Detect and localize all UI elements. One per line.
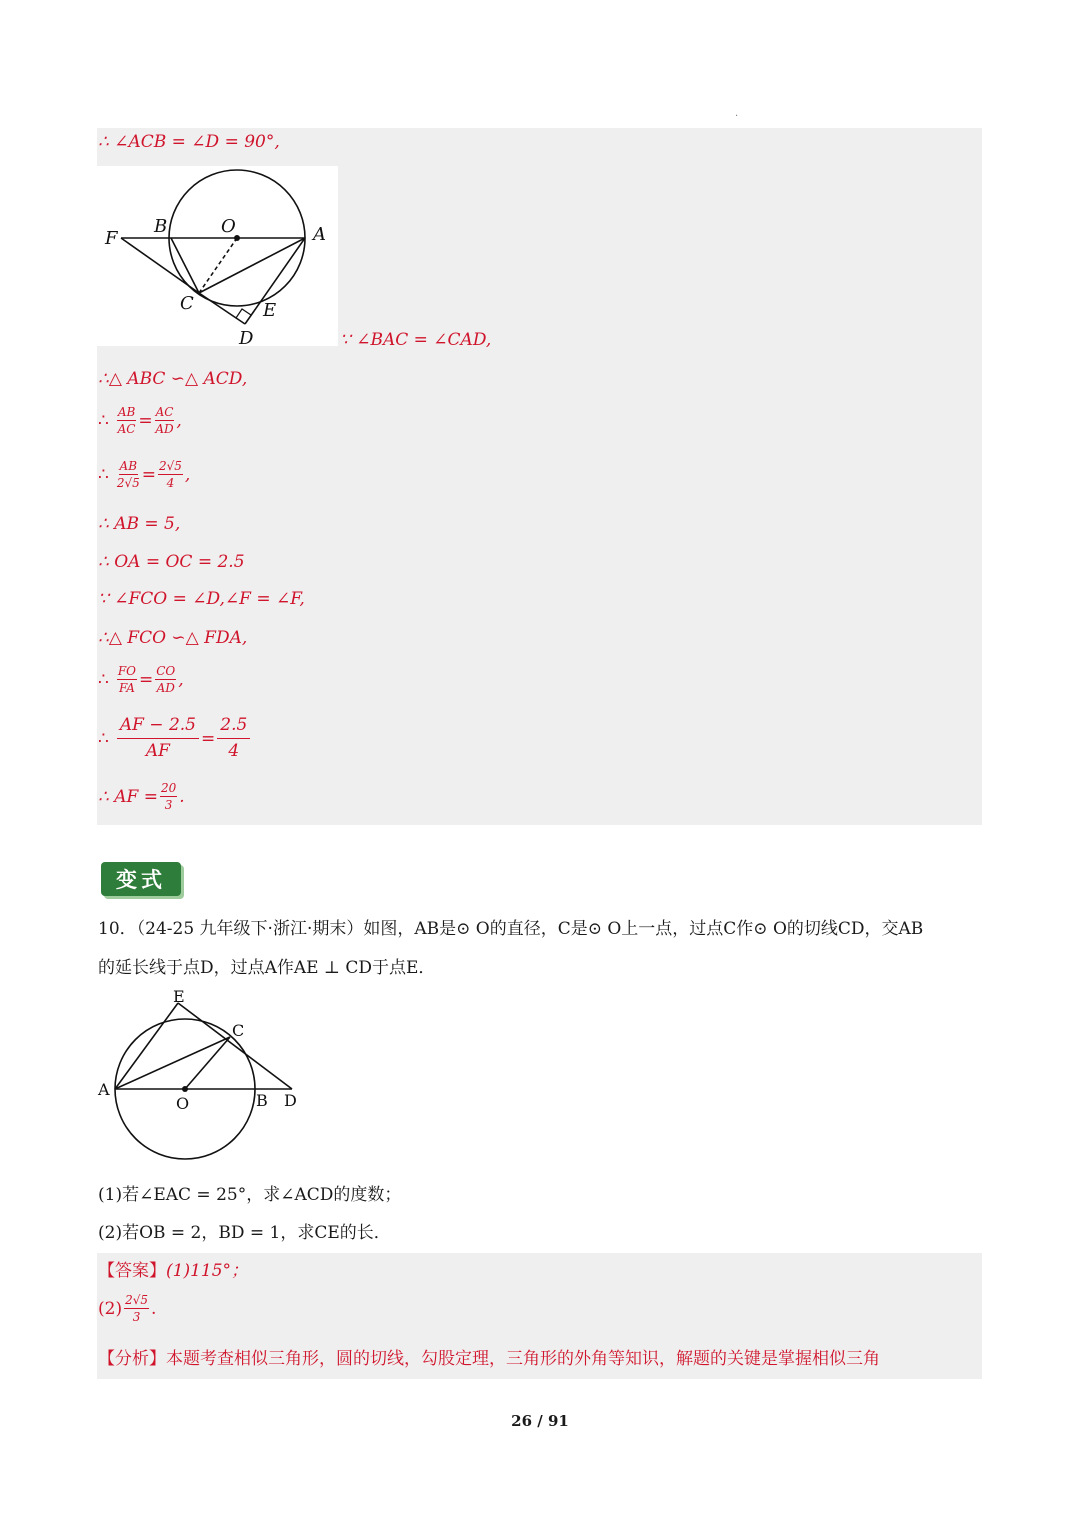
question-line-2: 的延长线于点D，过点A作AE ⊥ CD于点E．	[98, 958, 436, 978]
label-e2: E	[173, 987, 185, 1006]
label-c2: C	[232, 1021, 245, 1040]
solution-line-12: ∴ AF = $\frac{20}{3}$ .	[98, 781, 185, 812]
solution-line-10: ∴ $\frac{FO}{FA}$ = $\frac{CO}{AD}$ ,	[98, 664, 184, 695]
label-c: C	[180, 293, 194, 314]
line-fc	[121, 238, 199, 293]
solution-line-5: ∴ $\frac{AB}{2√5}$ = $\frac{2√5}{4}$ ,	[98, 459, 191, 490]
line-oc	[185, 1037, 230, 1089]
figure-1-svg	[97, 166, 338, 346]
solution-line-9: ∴△ FCO ∽△ FDA,	[98, 628, 248, 648]
center-dot-2	[182, 1086, 188, 1092]
answer-part-1: (1)115°；	[166, 1261, 249, 1281]
page-number: 26 / 91	[511, 1412, 569, 1430]
label-e: E	[263, 300, 277, 321]
solution-line-8: ∵ ∠FCO = ∠D,∠F = ∠F,	[98, 589, 305, 609]
question-line-1: 10．（24-25 九年级下·浙江·期末）如图，AB是⊙ O的直径，C是⊙ O上一点，过点C作⊙ O的切线CD，交AB	[98, 919, 924, 939]
fraction-2root5-over-3: $\frac{2√5}{3}$	[125, 1293, 149, 1324]
figure-1-circle-tangent	[97, 166, 338, 346]
variant-badge: 变式	[101, 862, 181, 896]
question-part-2: (2)若OB = 2，BD = 1，求CE的长．	[98, 1223, 391, 1243]
label-o2: O	[176, 1094, 190, 1113]
label-o: O	[221, 216, 236, 237]
solution-line-4: ∴ $\frac{AB}{AC}$ = $\frac{AC}{AD}$ ,	[98, 405, 182, 436]
label-b2: B	[256, 1091, 268, 1110]
solution-line-2: ∵ ∠BAC = ∠CAD,	[340, 330, 492, 350]
fraction-co-ad: $\frac{CO}{AD}$	[156, 664, 176, 695]
line-ac	[115, 1037, 230, 1089]
header-mark: .	[735, 108, 739, 119]
line-oc-dashed	[199, 238, 237, 293]
line-ed	[178, 1003, 292, 1089]
answer-line-1	[98, 1256, 248, 1281]
label-d: D	[239, 328, 254, 346]
right-angle-mark	[236, 309, 251, 318]
fraction-2root5-4: $\frac{2√5}{4}$	[159, 459, 182, 490]
figure-2-svg	[97, 985, 307, 1165]
solution-line-7: ∴ OA = OC = 2.5	[98, 552, 245, 572]
solution-line-6: ∴ AB = 5,	[98, 514, 181, 534]
fraction-ac-ad: $\frac{AC}{AD}$	[155, 405, 174, 436]
label-d2: D	[284, 1091, 297, 1110]
solution-line-11: ∴ $\frac{AF - 2.5}{AF}$ = $\frac{2.5}{4}$	[98, 717, 252, 760]
analysis-line	[98, 1344, 880, 1369]
fraction-2-5-over-4: $\frac{2.5}{4}$	[217, 717, 250, 760]
label-a2: A	[98, 1080, 110, 1099]
fraction-ab-2root5: $\frac{AB}{2√5}$	[116, 459, 140, 490]
answer-label: 【答案】	[98, 1261, 166, 1281]
label-b: B	[154, 216, 168, 237]
label-a: A	[313, 224, 326, 245]
fraction-af-minus-2-5-over-af: $\frac{AF - 2.5}{AF}$	[117, 717, 199, 760]
fraction-ab-ac: $\frac{AB}{AC}$	[117, 405, 136, 436]
line-ae	[115, 1003, 178, 1089]
fraction-fo-fa: $\frac{FO}{FA}$	[117, 664, 136, 695]
question-part-1: (1)若∠EAC = 25°，求∠ACD的度数；	[98, 1185, 402, 1205]
analysis-label: 【分析】	[98, 1349, 166, 1369]
figure-2-circle-tangent	[97, 985, 307, 1165]
line-ca	[199, 238, 305, 293]
solution-line-3: ∴△ ABC ∽△ ACD,	[98, 369, 248, 389]
analysis-text: 本题考查相似三角形，圆的切线，勾股定理，三角形的外角等知识，解题的关键是掌握相似三角	[166, 1349, 880, 1369]
answer-line-2: (2) $\frac{2√5}{3}$ .	[98, 1293, 157, 1324]
line-cd	[199, 293, 245, 324]
solution-line-1: ∴ ∠ACB = ∠D = 90°,	[98, 132, 280, 152]
label-f: F	[105, 228, 118, 249]
fraction-20-over-3: $\frac{20}{3}$	[160, 781, 177, 812]
